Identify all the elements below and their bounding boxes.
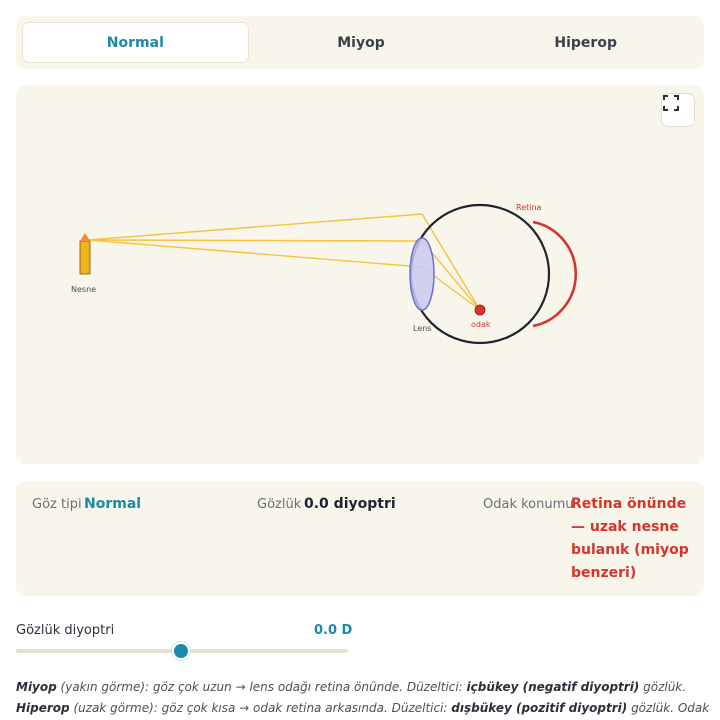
tab-hiperop[interactable]: Hiperop — [554, 34, 617, 51]
eye-diagram — [16, 85, 704, 464]
glasses-label: Gözlük — [257, 497, 302, 512]
eye-type-value: Normal — [84, 496, 142, 512]
myopia-note: Miyop (yakın görme): göz çok uzun → lens odağı retina önünde. Düzeltici: içbükey (negatif diyoptri) gözlük. — [16, 680, 687, 694]
glasses-value: 0.0 diyoptri — [304, 496, 396, 512]
eye-type-tabs — [16, 16, 704, 69]
fullscreen-icon — [662, 94, 680, 112]
ray-mid — [88, 240, 422, 241]
ray-top — [88, 214, 422, 240]
ray-bottom — [88, 240, 422, 267]
fullscreen-button[interactable] — [661, 93, 695, 127]
diopter-slider-value: 0.0 D — [314, 623, 353, 638]
eye-simulation-canvas — [16, 85, 704, 464]
object-label: Nesne — [71, 285, 97, 294]
diopter-slider-label: Gözlük diyoptri — [16, 623, 115, 638]
object-candle — [80, 233, 90, 274]
focus-position-value: Retina önünde — uzak nesne bulanık (miyop benzeri) — [571, 496, 689, 581]
lens — [410, 238, 434, 310]
tab-miyop[interactable]: Miyop — [337, 34, 385, 51]
status-panel — [16, 481, 704, 596]
focus-point — [475, 305, 485, 315]
lens-label: Lens — [413, 324, 432, 333]
eye-type-label: Göz tipi — [32, 497, 82, 512]
diopter-slider-thumb[interactable] — [172, 642, 190, 660]
tab-normal[interactable]: Normal — [22, 22, 249, 63]
focus-label: odak — [471, 320, 491, 329]
focus-position-label: Odak konumu — [483, 497, 574, 512]
hyperopia-note: Hiperop (uzak görme): göz çok kısa → odak retina arkasında. Düzeltici: dışbükey (pozitif diyoptri) gözlük. Odak — [16, 701, 710, 715]
retina-label: Retina — [516, 203, 542, 212]
